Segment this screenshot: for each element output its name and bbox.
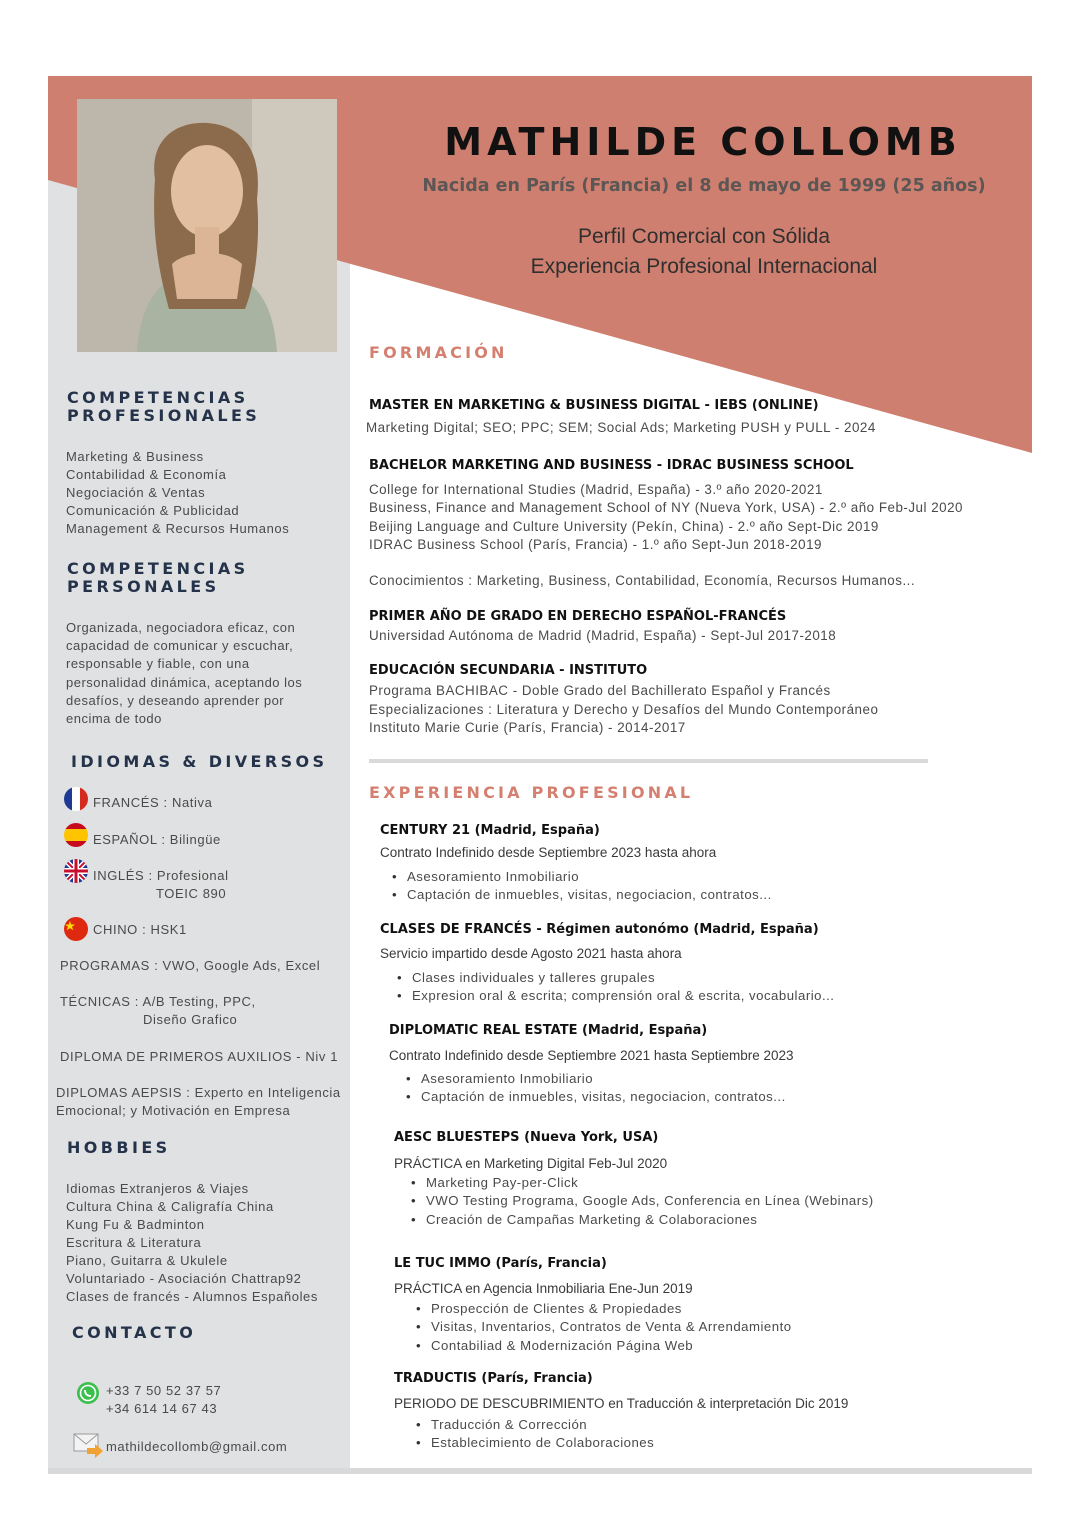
list-item: Management & Recursos Humanos	[66, 521, 290, 536]
language-spanish: ESPAÑOL : Bilingüe	[93, 832, 221, 847]
job-bullets	[397, 969, 834, 1006]
heading-line: COMPETENCIAS	[67, 388, 249, 407]
secundaria-detail: Especializaciones : Literatura y Derecho y Desafíos del Mundo Contemporáneo	[369, 702, 879, 717]
profile-line: Experiencia Profesional Internacional	[530, 255, 878, 278]
bachelor-detail: College for International Studies (Madrid, España) - 3.º año 2020-2021	[369, 482, 823, 497]
job-subtitle: Contrato Indefinido desde Septiembre 2023 hasta ahora	[380, 845, 717, 860]
competencias-personales-text	[66, 619, 302, 728]
text-line: encima de todo	[66, 711, 162, 727]
list-item: • Asesoramiento Inmobiliario	[392, 868, 772, 886]
candidate-name: MATHILDE COLLOMB	[444, 120, 962, 164]
diplomas-aepsis-cont: Emocional; y Motivación en Empresa	[56, 1103, 291, 1118]
list-item: • Captación de inmuebles, visitas, negociacion, contratos...	[406, 1088, 786, 1106]
competencias-profesionales-heading	[67, 389, 260, 425]
uk-flag-icon	[64, 859, 88, 883]
list-item: Comunicación & Publicidad	[66, 503, 240, 518]
job-title: TRADUCTIS (París, Francia)	[394, 1371, 593, 1386]
job-bullets	[392, 868, 772, 905]
job-title: LE TUC IMMO (París, Francia)	[394, 1256, 607, 1271]
heading-line: PERSONALES	[67, 577, 220, 596]
email-link[interactable]: mathildecollomb@gmail.com	[106, 1439, 288, 1454]
list-item: Clases de francés - Alumnos Españoles	[66, 1289, 318, 1304]
contacto-heading: CONTACTO	[72, 1323, 197, 1342]
list-item: Marketing & Business	[66, 449, 204, 464]
job-title: DIPLOMATIC REAL ESTATE (Madrid, España)	[389, 1023, 708, 1038]
list-item: • Asesoramiento Inmobiliario	[406, 1070, 786, 1088]
whatsapp-icon	[76, 1381, 100, 1405]
text-line: desafíos, y deseando aprender por	[66, 692, 285, 708]
bachelor-detail: Business, Finance and Management School of NY (Nueva York, USA) - 2.º año Feb-Jul 2020	[369, 500, 963, 515]
tecnicas-cont: Diseño Grafico	[143, 1012, 238, 1027]
spain-flag-icon	[64, 823, 88, 847]
list-item: Kung Fu & Badminton	[66, 1217, 205, 1232]
france-flag-icon	[64, 787, 88, 811]
list-item: • Expresion oral & escrita; comprensión oral & escrita, vocabulario...	[397, 987, 834, 1005]
job-bullets	[416, 1300, 792, 1355]
secundaria-title: EDUCACIÓN SECUNDARIA - INSTITUTO	[369, 663, 648, 678]
experiencia-heading: EXPERIENCIA PROFESIONAL	[369, 783, 694, 802]
job-subtitle: Contrato Indefinido desde Septiembre 2021 hasta Septiembre 2023	[389, 1048, 794, 1063]
programas: PROGRAMAS : VWO, Google Ads, Excel	[60, 958, 321, 973]
bachelor-detail: Beijing Language and Culture University (Pekín, China) - 2.º año Sept-Dic 2019	[369, 519, 879, 534]
list-item: • VWO Testing Programa, Google Ads, Conferencia en Línea (Webinars)	[411, 1192, 874, 1210]
language-chinese: CHINO : HSK1	[93, 922, 187, 937]
language-english: INGLÉS : Profesional	[93, 868, 229, 883]
language-french: FRANCÉS : Nativa	[93, 795, 213, 810]
list-item: Idiomas Extranjeros & Viajes	[66, 1181, 249, 1196]
master-detail: Marketing Digital; SEO; PPC; SEM; Social Ads; Marketing PUSH y PULL - 2024	[366, 420, 876, 435]
master-title: MASTER EN MARKETING & BUSINESS DIGITAL - IEBS (ONLINE)	[369, 398, 819, 413]
job-subtitle: PERIODO DE DESCUBRIMIENTO en Traducción & interpretación Dic 2019	[394, 1396, 849, 1411]
resume-page	[48, 76, 1032, 1468]
list-item: Piano, Guitarra & Ukulele	[66, 1253, 228, 1268]
text-line: personalidad dinámica, aceptando los	[66, 674, 303, 690]
diploma-primeros-auxilios: DIPLOMA DE PRIMEROS AUXILIOS - Niv 1	[60, 1049, 339, 1064]
heading-line: PROFESIONALES	[67, 406, 261, 425]
secundaria-detail: Programa BACHIBAC - Doble Grado del Bachillerato Español y Francés	[369, 683, 831, 698]
job-bullets	[406, 1070, 786, 1107]
list-item: • Traducción & Corrección	[416, 1416, 654, 1434]
job-bullets	[411, 1174, 874, 1229]
list-item: • Visitas, Inventarios, Contratos de Venta & Arrendamiento	[416, 1318, 792, 1336]
bachelor-detail: IDRAC Business School (París, Francia) - 1.º año Sept-Jun 2018-2019	[369, 537, 822, 552]
job-subtitle: PRÁCTICA en Marketing Digital Feb-Jul 2020	[394, 1156, 668, 1171]
job-title: CLASES DE FRANCÉS - Régimen autonómo (Madrid, España)	[380, 922, 819, 937]
bachelor-title: BACHELOR MARKETING AND BUSINESS - IDRAC BUSINESS SCHOOL	[369, 458, 854, 473]
competencias-personales-heading	[67, 560, 249, 596]
derecho-detail: Universidad Autónoma de Madrid (Madrid, España) - Sept-Jul 2017-2018	[369, 628, 837, 643]
list-item: Voluntariado - Asociación Chattrap92	[66, 1271, 302, 1286]
list-item: • Establecimiento de Colaboraciones	[416, 1434, 654, 1452]
job-subtitle: PRÁCTICA en Agencia Inmobiliaria Ene-Jun 2019	[394, 1281, 693, 1296]
text-line: responsable y fiable, con una	[66, 656, 250, 672]
job-title: AESC BLUESTEPS (Nueva York, USA)	[394, 1130, 659, 1145]
hobbies-list	[66, 1180, 318, 1306]
profile-line: Perfil Comercial con Sólida	[577, 225, 831, 248]
formacion-heading: FORMACIÓN	[369, 343, 508, 362]
list-item: Escritura & Literatura	[66, 1235, 202, 1250]
idiomas-heading: IDIOMAS & DIVERSOS	[71, 752, 328, 771]
list-item: • Captación de inmuebles, visitas, negociacion, contratos...	[392, 886, 772, 904]
profile-summary	[348, 222, 1032, 282]
profile-photo	[77, 99, 337, 352]
language-english-cert: TOEIC 890	[156, 886, 227, 901]
job-bullets	[416, 1416, 654, 1453]
text-line: Organizada, negociadora eficaz, con	[66, 620, 296, 635]
hobbies-heading: HOBBIES	[67, 1138, 171, 1157]
list-item: • Marketing Pay-per-Click	[411, 1174, 874, 1192]
phone-link[interactable]: +33 7 50 52 37 57	[106, 1383, 222, 1398]
list-item: Cultura China & Caligrafía China	[66, 1199, 274, 1214]
list-item: Contabilidad & Economía	[66, 467, 227, 482]
mail-icon	[73, 1430, 105, 1460]
tecnicas: TÉCNICAS : A/B Testing, PPC,	[60, 994, 256, 1009]
list-item: • Clases individuales y talleres grupales	[397, 969, 834, 987]
list-item: • Creación de Campañas Marketing & Colaboraciones	[411, 1211, 874, 1229]
competencias-profesionales-list	[66, 448, 289, 538]
conocimientos: Conocimientos : Marketing, Business, Contabilidad, Economía, Recursos Humanos...	[369, 573, 916, 588]
phone-link[interactable]: +34 614 14 67 43	[106, 1401, 218, 1416]
job-subtitle: Servicio impartido desde Agosto 2021 hasta ahora	[380, 946, 682, 961]
birth-info: Nacida en París (Francia) el 8 de mayo de 1999 (25 años)	[422, 176, 986, 196]
list-item: • Contabiliad & Modernización Página Web	[416, 1337, 792, 1355]
diplomas-aepsis: DIPLOMAS AEPSIS : Experto en Inteligencia	[56, 1085, 341, 1100]
page-shadow	[48, 1468, 1032, 1474]
list-item: Negociación & Ventas	[66, 485, 206, 500]
heading-line: COMPETENCIAS	[67, 559, 249, 578]
section-divider	[369, 759, 928, 763]
derecho-title: PRIMER AÑO DE GRADO EN DERECHO ESPAÑOL-FRANCÉS	[369, 609, 787, 624]
job-title: CENTURY 21 (Madrid, España)	[380, 823, 600, 838]
secundaria-detail: Instituto Marie Curie (París, Francia) - 2014-2017	[369, 720, 686, 735]
list-item: • Prospección de Clientes & Propiedades	[416, 1300, 792, 1318]
china-flag-icon	[64, 917, 88, 941]
text-line: capacidad de comunicar y escuchar,	[66, 638, 294, 654]
